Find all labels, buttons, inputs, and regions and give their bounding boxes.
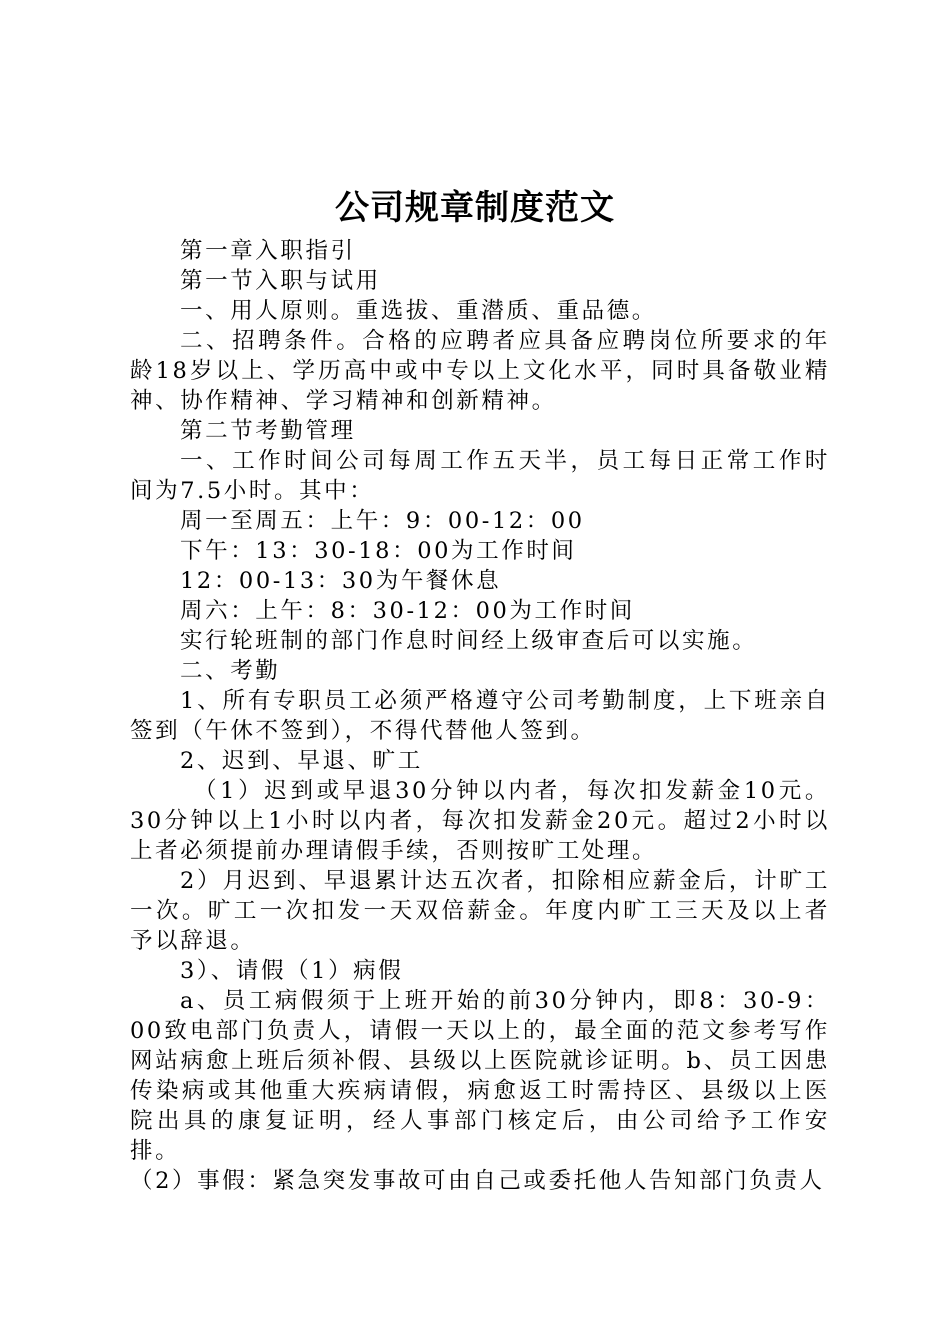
paragraph: （1）迟到或早退30分钟以内者，每次扣发薪金10元。30分钟以上1小时以内者，每次扣发薪金20元。超过2小时以上者必须提前办理请假手续，否则按旷工处理。 xyxy=(130,778,830,864)
chapter-heading: 第一章入职指引 xyxy=(180,238,356,264)
paragraph: 周一至周五：上午：9：00-12：00 xyxy=(180,508,585,534)
document-body xyxy=(130,236,830,1196)
paragraph: a、员工病假须于上班开始的前30分钟内，即8：30-9：00致电部门负责人，请假一天以上的，最全面的范文参考写作网站病愈上班后须补假、县级以上医院就诊证明。b、员工因患传染病或其他重大疾病请假，病愈返工时需持区、县级以上医院出具的康复证明，经人事部门核定后，由公司给予工作安排。 xyxy=(130,988,830,1164)
paragraph: 二、考勤 xyxy=(180,658,281,684)
paragraph: 一、用人原则。重选拔、重潜质、重品德。 xyxy=(180,298,657,324)
paragraph: 实行轮班制的部门作息时间经上级审查后可以实施。 xyxy=(180,628,758,654)
paragraph: 2、迟到、早退、旷工 xyxy=(180,748,423,774)
paragraph: 12：00-13：30为午餐休息 xyxy=(180,568,502,594)
section-heading: 第一节入职与试用 xyxy=(180,268,381,294)
document-title: 公司规章制度范文 xyxy=(335,188,615,228)
paragraph: 一、工作时间公司每周工作五天半，员工每日正常工作时间为7.5小时。其中： xyxy=(130,448,830,504)
paragraph: 1、所有专职员工必须严格遵守公司考勤制度，上下班亲自签到（午休不签到），不得代替他人签到。 xyxy=(130,688,830,744)
section-heading: 第二节考勤管理 xyxy=(180,418,356,444)
paragraph: 2）月迟到、早退累计达五次者，扣除相应薪金后，计旷工一次。旷工一次扣发一天双倍薪金。年度内旷工三天及以上者予以辞退。 xyxy=(130,868,830,954)
paragraph: 下午：13：30-18：00为工作时间 xyxy=(180,538,577,564)
paragraph: 周六：上午：8：30-12：00为工作时间 xyxy=(180,598,635,624)
paragraph: 3）、请假（1）病假 xyxy=(180,958,404,984)
paragraph: （2）事假：紧急突发事故可由自己或委托他人告知部门负责人 xyxy=(130,1168,825,1194)
paragraph: 二、招聘条件。合格的应聘者应具备应聘岗位所要求的年龄18岁以上、学历高中或中专以上文化水平，同时具备敬业精神、协作精神、学习精神和创新精神。 xyxy=(130,328,830,414)
